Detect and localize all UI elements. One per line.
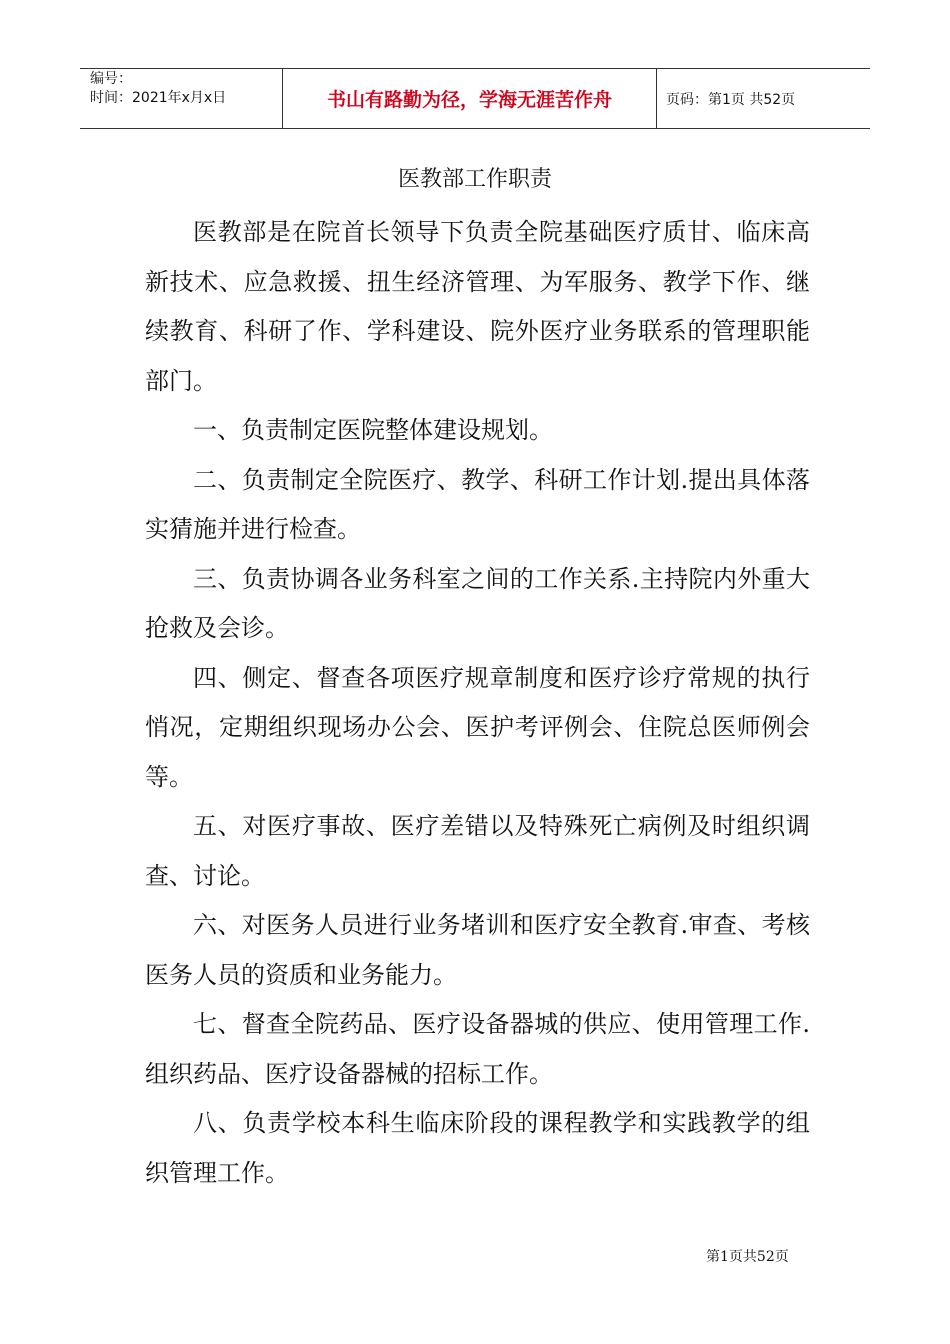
document-body — [145, 208, 810, 1198]
header-divider-right — [656, 68, 657, 129]
header-page-info: 页码：第1页 共52页 — [666, 91, 796, 108]
paragraph-item-8: 八、负责学校本科生临床阶段的课程教学和实践教学的组织管理工作。 — [145, 1109, 810, 1187]
paragraph-item-2: 二、负责制定全院医疗、教学、科研工作计划.提出具体落实猜施并进行检查。 — [145, 465, 810, 543]
paragraph-item-6: 六、对医务人员进行业务堵训和医疗安全教育.审查、考核医务人员的资质和业务能力。 — [145, 911, 810, 989]
paragraph-item-3: 三、负责协调各业务科室之间的工作关系.主持院内外重大抢救及会诊。 — [145, 564, 810, 642]
document-title: 医教部工作职责 — [397, 167, 552, 192]
footer-page-number: 第1页共52页 — [706, 1249, 789, 1265]
header-motto: 书山有路勤为径，学海无涯苦作舟 — [326, 89, 612, 111]
paragraph-item-5: 五、对医疗事故、医疗差错以及特殊死亡病例及时组织调查、讨论。 — [145, 812, 810, 890]
paragraph-intro: 医教部是在院首长领导下负责全院基础医疗质甘、临床高新技术、应急救援、扭生经济管理、为军服务、教学下作、继续教育、科研了作、学科建设、院外医疗业务联系的管理职能部门。 — [145, 218, 810, 395]
paragraph-item-4: 四、侧定、督查各项医疗规章制度和医疗诊疗常规的执行悄况，定期组织现场办公会、医护考评例会、住院总医师例会等。 — [145, 663, 810, 791]
paragraph-item-1: 一、负责制定医院整体建设规划。 — [193, 416, 553, 444]
time-line: 时间：2021年x月x日 — [90, 90, 227, 106]
paragraph-item-7: 七、督查全院药品、医疗设备器城的供应、使用管理工作.组织药品、医疗设备器械的招标工作。 — [145, 1010, 810, 1088]
number-label: 编号： — [90, 71, 132, 87]
header-meta — [90, 70, 226, 108]
